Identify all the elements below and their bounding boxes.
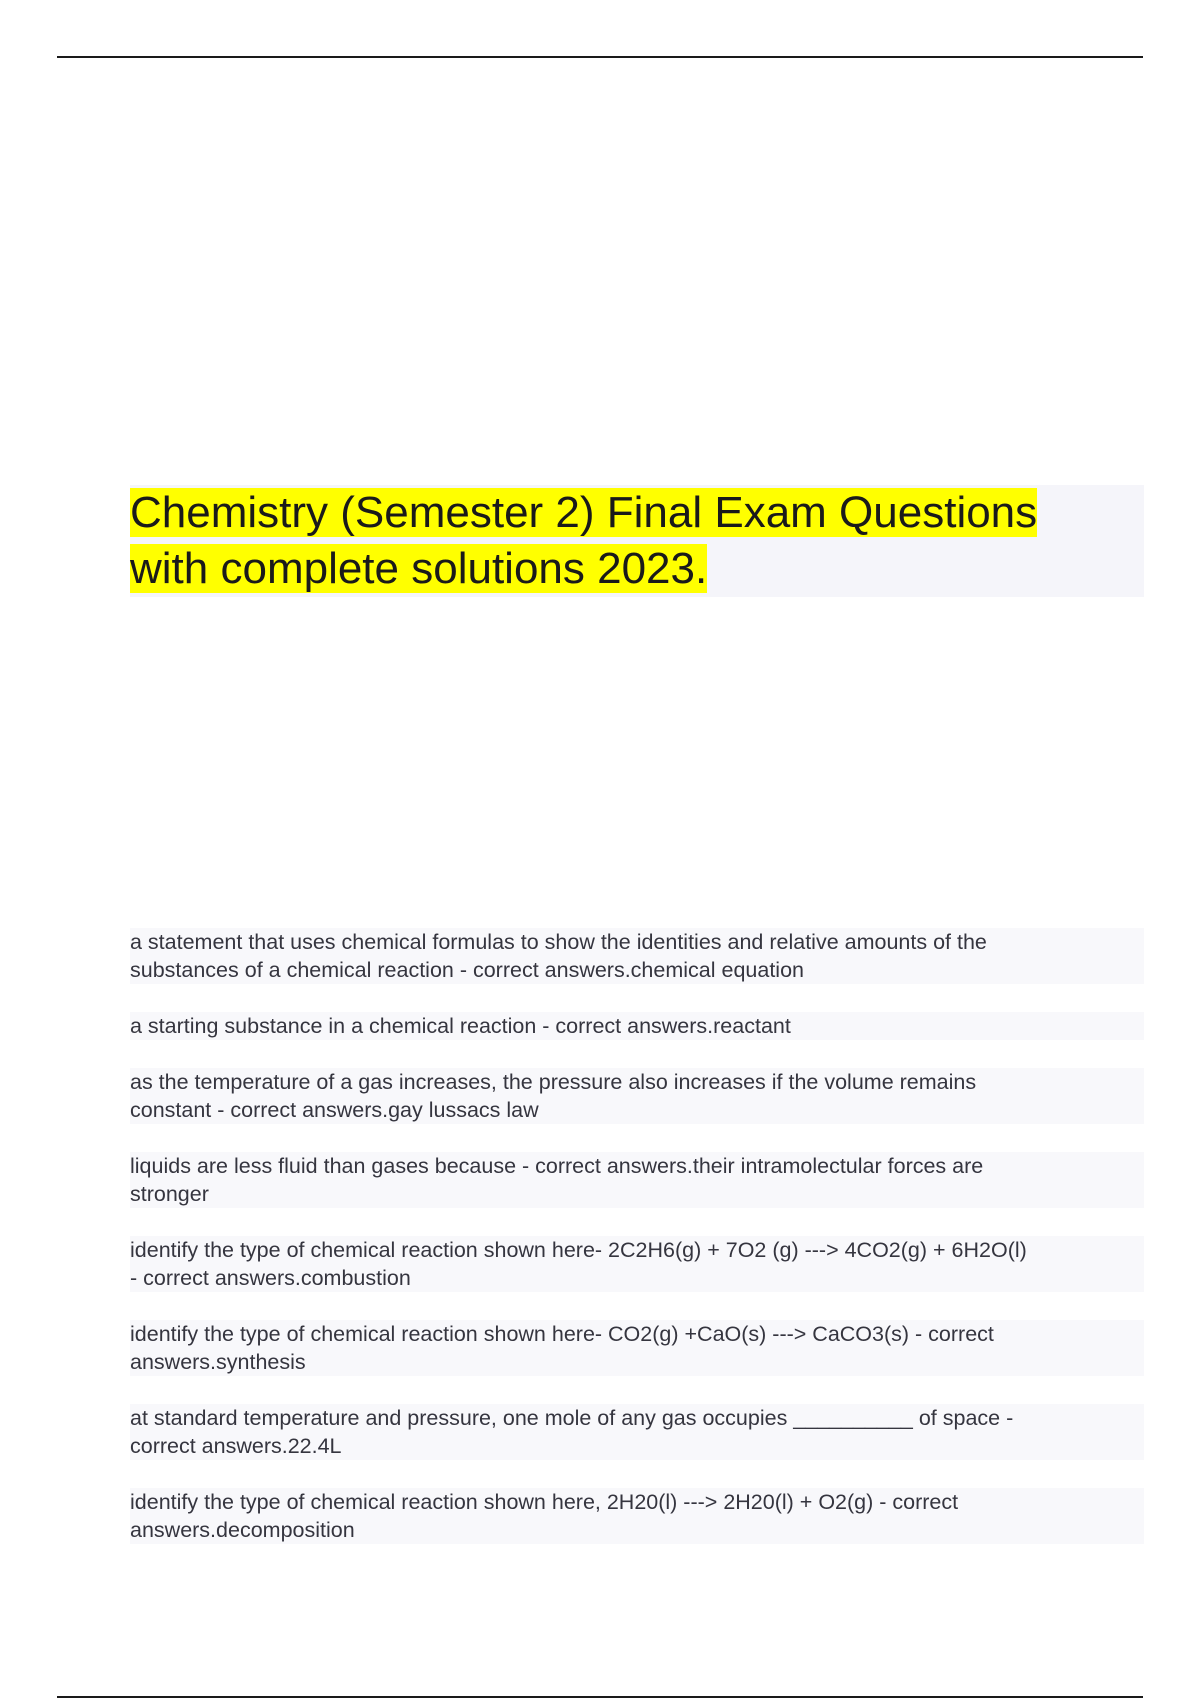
- top-rule: [57, 56, 1143, 58]
- qa-item: [130, 1404, 1144, 1460]
- title-line-1: [130, 485, 1144, 541]
- qa-line: as the temperature of a gas increases, the pressure also increases if the volume remains: [130, 1070, 977, 1094]
- qa-line: answers.synthesis: [130, 1350, 306, 1374]
- qa-line: stronger: [130, 1182, 209, 1206]
- qa-line: identify the type of chemical reaction shown here- 2C2H6(g) + 7O2 (g) ---> 4CO2(g) + 6H2O(l): [130, 1238, 1027, 1262]
- qa-item: [130, 1236, 1144, 1292]
- question-answer-list: [130, 928, 1144, 1572]
- qa-line: correct answers.22.4L: [130, 1434, 342, 1458]
- title-line-2-text: with complete solutions 2023.: [130, 544, 708, 593]
- document-title: [130, 485, 1144, 597]
- qa-item: [130, 1320, 1144, 1376]
- title-line-1-text: Chemistry (Semester 2) Final Exam Questions: [130, 488, 1038, 537]
- qa-line: substances of a chemical reaction - correct answers.chemical equation: [130, 958, 804, 982]
- qa-item: [130, 928, 1144, 984]
- qa-line: a statement that uses chemical formulas to show the identities and relative amounts of the: [130, 930, 987, 954]
- qa-line: constant - correct answers.gay lussacs law: [130, 1098, 539, 1122]
- qa-line: answers.decomposition: [130, 1518, 355, 1542]
- qa-item: [130, 1152, 1144, 1208]
- qa-item: [130, 1488, 1144, 1544]
- bottom-rule: [57, 1696, 1143, 1698]
- qa-line: identify the type of chemical reaction shown here, 2H20(l) ---> 2H20(l) + O2(g) - correct: [130, 1490, 959, 1514]
- qa-line: identify the type of chemical reaction shown here- CO2(g) +CaO(s) ---> CaCO3(s) - correct: [130, 1322, 994, 1346]
- title-line-2: [130, 541, 1144, 597]
- qa-line: at standard temperature and pressure, one mole of any gas occupies __________ of space -: [130, 1406, 1014, 1430]
- qa-line: - correct answers.combustion: [130, 1266, 411, 1290]
- qa-item: [130, 1012, 1144, 1040]
- qa-item: [130, 1068, 1144, 1124]
- qa-line: a starting substance in a chemical reaction - correct answers.reactant: [130, 1014, 791, 1038]
- qa-line: liquids are less fluid than gases because - correct answers.their intramolectular forces are: [130, 1154, 984, 1178]
